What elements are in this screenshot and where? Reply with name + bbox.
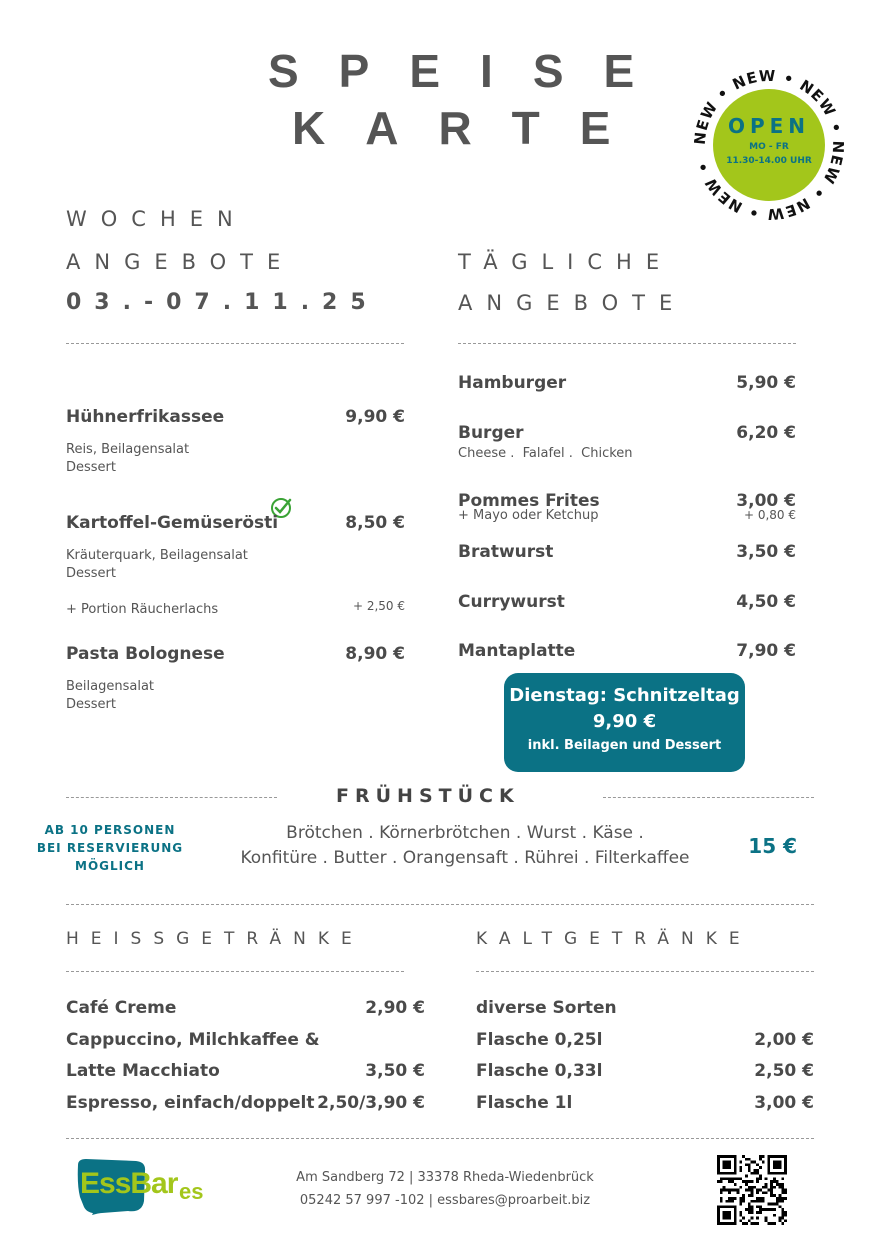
- footer-contact: 05242 57 997 -102 | essbares@proarbeit.biz: [299, 1193, 591, 1208]
- breakfast-items-line1: Brötchen . Körnerbrötchen . Wurst . Käse .: [286, 823, 644, 843]
- daily-item-name: Bratwurst: [458, 542, 554, 562]
- breakfast-note-line: MÖGLICH: [75, 859, 145, 873]
- cold-drink-price: 3,00 €: [754, 1093, 814, 1113]
- weekly-item-extra: + Portion Räucherlachs: [66, 602, 219, 617]
- breakfast-heading: FRÜHSTÜCK: [336, 785, 520, 807]
- cold-drink-name: Flasche 1l: [476, 1093, 573, 1113]
- page-title-line1: SPEISE: [268, 45, 675, 97]
- weekly-item-desc: Dessert: [66, 566, 116, 581]
- breakfast-note-line: AB 10 PERSONEN: [44, 823, 176, 837]
- badge-days: MO - FR: [749, 142, 789, 152]
- weekly-item-name: Hühnerfrikassee: [66, 407, 225, 427]
- weekly-heading-1: WOCHEN: [66, 207, 247, 231]
- divider: [458, 343, 796, 344]
- cold-drink-price: 2,50 €: [754, 1061, 814, 1081]
- special-title: Dienstag: Schnitzeltag: [509, 685, 740, 706]
- divider: [66, 1138, 814, 1139]
- divider: [66, 797, 277, 798]
- daily-item-desc: Cheese . Falafel . Chicken: [458, 446, 633, 461]
- cold-drink-name: Flasche 0,25l: [476, 1030, 603, 1050]
- qr-code-icon[interactable]: [717, 1155, 787, 1225]
- weekly-item-desc: Kräuterquark, Beilagensalat: [66, 548, 248, 563]
- daily-item-price: 3,50 €: [736, 542, 796, 562]
- open-badge: [694, 70, 844, 220]
- schnitzel-special-box: [504, 673, 745, 772]
- hot-drink-price: 2,50/3,90 €: [317, 1093, 425, 1113]
- daily-item-extra-price: + 0,80 €: [743, 508, 796, 522]
- weekly-item-price: 8,90 €: [345, 644, 405, 664]
- cold-drink-name: Flasche 0,33l: [476, 1061, 603, 1081]
- special-price: 9,90 €: [592, 711, 657, 732]
- divider: [603, 797, 814, 798]
- weekly-heading-2: ANGEBOTE: [66, 250, 295, 274]
- daily-item-name: Hamburger: [458, 373, 567, 393]
- breakfast-price: 15 €: [748, 834, 797, 858]
- hot-drinks-heading: HEISSGETRÄNKE: [66, 929, 364, 949]
- daily-heading-1: TÄGLICHE: [458, 250, 674, 274]
- weekly-item-extra-price: + 2,50 €: [352, 599, 405, 613]
- hot-drink-name: Café Creme: [66, 998, 177, 1018]
- hot-drink-name: Cappuccino, Milchkaffee &: [66, 1030, 320, 1050]
- weekly-item-desc: Reis, Beilagensalat: [66, 442, 190, 457]
- logo-text-es: es: [179, 1179, 204, 1204]
- breakfast-items-line2: Konfitüre . Butter . Orangensaft . Rührei . Filterkaffee: [240, 848, 690, 868]
- special-note: inkl. Beilagen und Dessert: [527, 738, 722, 753]
- badge-open-text: OPEN: [727, 114, 811, 138]
- weekly-item-price: 8,50 €: [345, 513, 405, 533]
- daily-item-name: Pommes Frites: [458, 491, 600, 511]
- weekly-item-desc: Dessert: [66, 697, 116, 712]
- daily-heading-2: ANGEBOTE: [458, 291, 687, 315]
- daily-item-name: Currywurst: [458, 592, 565, 612]
- daily-item-price: 3,00 €: [736, 491, 796, 511]
- daily-item-name: Mantaplatte: [458, 641, 576, 661]
- daily-item-price: 4,50 €: [736, 592, 796, 612]
- cold-drink-name: diverse Sorten: [476, 998, 617, 1018]
- weekly-dates: 03.-07.11.25: [66, 290, 379, 315]
- badge-ring-text: EW • NEW • NEW • W • NEW • NEW •: [694, 70, 844, 220]
- divider: [66, 343, 404, 344]
- hot-drink-name: Espresso, einfach/doppelt: [66, 1093, 315, 1113]
- weekly-item-name: Pasta Bolognese: [66, 644, 225, 664]
- footer-address: Am Sandberg 72 | 33378 Rheda-Wiedenbrück: [296, 1170, 594, 1185]
- weekly-item-desc: Dessert: [66, 460, 116, 475]
- daily-item-price: 5,90 €: [736, 373, 796, 393]
- weekly-item-desc: Beilagensalat: [66, 679, 155, 694]
- daily-item-extra: + Mayo oder Ketchup: [458, 508, 599, 523]
- daily-item-price: 7,90 €: [736, 641, 796, 661]
- breakfast-note-line: BEI RESERVIERUNG: [36, 841, 184, 855]
- cold-drinks-heading: KALTGETRÄNKE: [476, 929, 752, 949]
- cold-drink-price: 2,00 €: [754, 1030, 814, 1050]
- hot-drink-price: 2,90 €: [365, 998, 425, 1018]
- breakfast-note: [30, 821, 190, 875]
- daily-item-name: Burger: [458, 423, 524, 443]
- divider: [476, 971, 814, 972]
- weekly-item-name: Kartoffel-Gemüserösti: [66, 513, 279, 533]
- badge-hours: 11.30-14.00 UHR: [726, 156, 812, 166]
- essbares-logo: [74, 1157, 209, 1215]
- logo-text-main: EssBar: [80, 1167, 178, 1200]
- weekly-item-price: 9,90 €: [345, 407, 405, 427]
- divider: [66, 904, 814, 905]
- divider: [66, 971, 404, 972]
- hot-drink-price: 3,50 €: [365, 1061, 425, 1081]
- daily-item-price: 6,20 €: [736, 423, 796, 443]
- hot-drink-name: Latte Macchiato: [66, 1061, 220, 1081]
- page-title-line2: KARTE: [292, 102, 651, 154]
